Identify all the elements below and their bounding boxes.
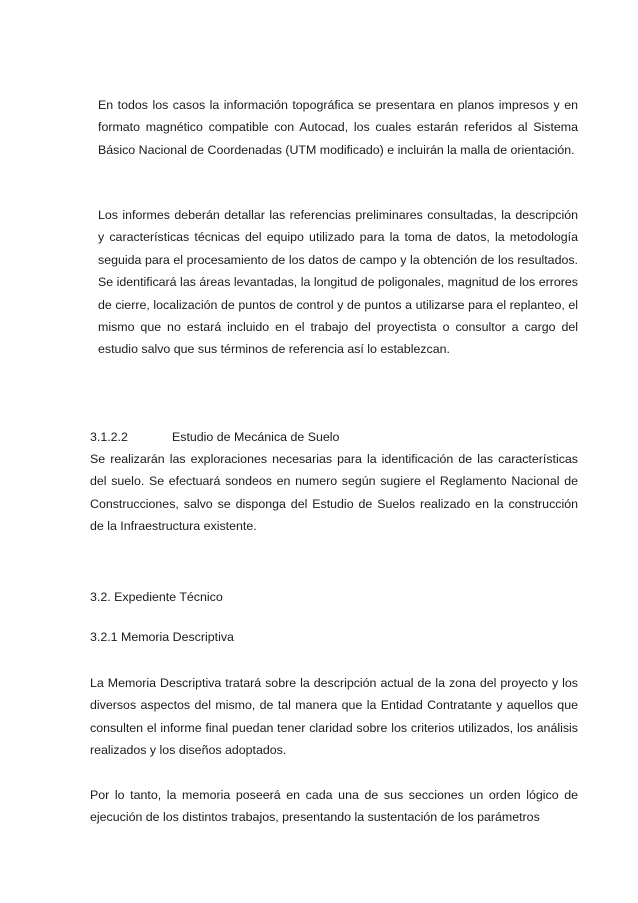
section-heading-descriptive-memory: 3.2.1 Memoria Descriptiva (90, 630, 234, 644)
section-heading-soil-study (90, 426, 339, 448)
section-number: 3.1.2.2 (90, 430, 128, 444)
paragraph-descriptive-memory: La Memoria Descriptiva tratará sobre la descripción actual de la zona del proyecto y los diversos aspectos del mismo, de tal manera que la Entidad Contratante y aquellos que consulten el informe final puedan tener claridad sobre los criterios utilizados, los análisis realizados y los diseños adoptados. (90, 676, 578, 758)
paragraph-reports: Los informes deberán detallar las referencias preliminares consultadas, la descripción y características técnicas del equipo utilizado para la toma de datos, la metodología seguida para el procesamiento de los datos de campo y la obtención de los resultados. Se identificará las áreas levantadas, la longitud de poligonales, magnitud de los errores de cierre, localización de puntos de control y de puntos a utilizarse para el replanteo, el mismo que no estará incluido en el trabajo del proyectista o consultor a cargo del estudio salvo que sus términos de referencia así lo establezcan. (98, 208, 578, 357)
paragraph-logical-order: Por lo tanto, la memoria poseerá en cada una de sus secciones un orden lógico de ejecución de los distintos trabajos, presentando la sustentación de los parámetros (90, 788, 578, 825)
paragraph-topographic-info: En todos los casos la información topográfica se presentara en planos impresos y en formato magnético compatible con Autocad, los cuales estarán referidos al Sistema Básico Nacional de Coordenadas (UTM modificado) e incluirán la malla de orientación. (98, 98, 578, 157)
section-title: Estudio de Mecánica de Suelo (172, 430, 340, 444)
section-heading-technical-file: 3.2. Expediente Técnico (90, 590, 223, 604)
paragraph-soil-exploration: Se realizarán las exploraciones necesarias para la identificación de las características del suelo. Se efectuará sondeos en numero según sugiere el Reglamento Nacional de Construcciones, salvo se disponga del Estudio de Suelos realizado en la construcción de la Infraestructura existente. (90, 452, 578, 534)
